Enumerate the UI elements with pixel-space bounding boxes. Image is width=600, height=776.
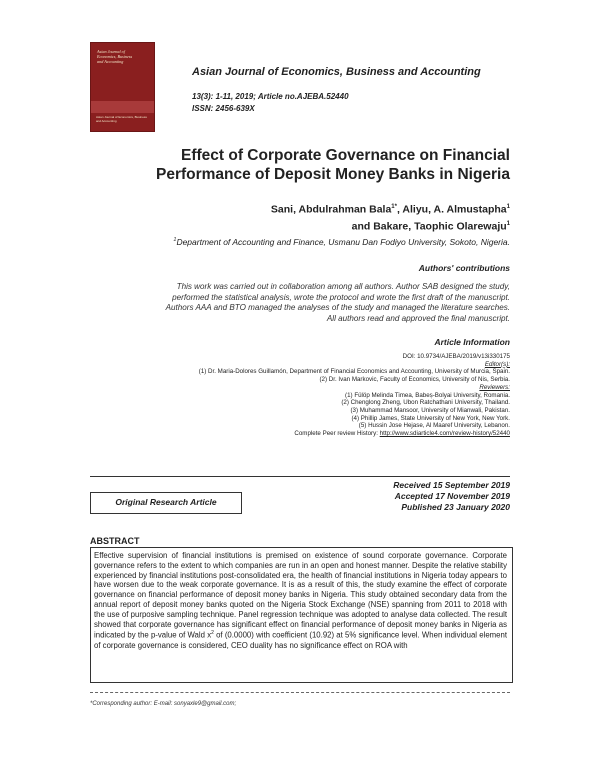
journal-cover: [91, 43, 154, 131]
corresponding-author-footnote: *Corresponding author: E-mail: sonyaxle9@gmail.com;: [90, 701, 237, 707]
journal-issn: ISSN: 2456-639X: [192, 104, 255, 113]
abstract-text: Effective supervision of financial institutions is premised on existence of sound corporate governance. Corporate governance refers to the extent to which companies are run in an open and honest manner. Despite the relative stability experienced by financial institutions post-consolidated era, the health of financial institutions in Nigeria today appears to have worsen due to the weak corporate governance. It is as a result of this, the study examine the effect of corporate governance on financial performance of deposit money banks in Nigeria. This study obtained secondary data from the annual report of deposit money banks quoted on the Nigeria Stock Exchange (NSE) spanning from 2011 to 2018 with the use of purposive sampling technique. Panel regression technique was adopted to analyse data collected. The result showed that corporate governance has significant effect on financial performance of deposit money banks in Nigeria as indicated by the p-value of Wald $x^2$ of (0.0000) with coefficient (10.92) at 5% significance level. When individual element of corporate governance is considered, CEO duality has no significance effect on ROA with: [94, 551, 507, 650]
review-history-link[interactable]: http://www.sdiarticle4.com/review-history/52440: [379, 430, 510, 438]
editor-item: (1) Dr. Maria-Dolores Guillamón, Department of Financial Economics and Accounting, University of Murcia, Spain.: [198, 368, 510, 376]
reviewer-item: (5) Hussin Jose Hejase, Al Maaref University, Lebanon.: [358, 422, 510, 430]
journal-issue: 13(3): 1-11, 2019; Article no.AJEBA.52440: [192, 92, 349, 101]
contributions-heading: Authors' contributions: [418, 263, 510, 273]
editors-label: Editor(s):: [484, 360, 510, 368]
article-info: [90, 353, 510, 438]
doi: DOI: 10.9734/AJEBA/2019/v13i330175: [402, 353, 510, 360]
journal-name: Asian Journal of Economics, Business and Accounting: [192, 66, 481, 78]
cover-title: Asian Journal of Economics, Business and Accounting: [97, 49, 133, 64]
reviewer-item: (2) Chenglong Zheng, Ubon Ratchathani University, Thailand.: [341, 399, 510, 407]
editor-item: (2) Dr. Ivan Markovic, Faculty of Economics, University of Nis, Serbia.: [319, 376, 510, 384]
cover-band: [91, 101, 154, 113]
affiliation: $^1$Department of Accounting and Finance, Usmanu Dan Fodiyo University, Sokoto, Nigeria.: [173, 237, 510, 247]
reviewer-item: (3) Muhammad Mansoor, University of Mianwali, Pakistan.: [350, 406, 510, 414]
cover-bottom-text: Asian Journal of Economics, Business and Accounting: [96, 115, 147, 123]
reviewers-label: Reviewers:: [479, 383, 510, 391]
article-info-heading: Article Information: [434, 337, 510, 347]
contributions-text: This work was carried out in collaboration among all authors. Author SAB designed the study, performed the statistical analysis, wrote the protocol and wrote the first draft of the manuscript. Authors AAA and BTO managed the analyses of the study and managed the literature searches. All authors read and approved the final manuscript.: [165, 282, 510, 323]
peer-review-history: Complete Peer review History: http://www.sdiarticle4.com/review-history/52440: [294, 430, 510, 438]
reviewer-item: (1) Fülöp Melinda Timea, Babeș-Bolyai University, Romania.: [345, 391, 510, 399]
publication-dates: Received 15 September 2019 Accepted 17 November 2019 Published 23 January 2020: [393, 480, 510, 512]
section-divider: [90, 476, 510, 477]
paper-title: Effect of Corporate Governance on Financial Performance of Deposit Money Banks in Nigeria: [155, 147, 510, 183]
reviewer-item: (4) Phillip James, State University of New York, New York.: [351, 414, 510, 422]
footnote-rule: [90, 692, 510, 693]
abstract-heading: ABSTRACT: [90, 536, 140, 546]
author-list: Sani, Abdulrahman Bala$^{1*}$, Aliyu, A. Almustapha$^1$ and Bakare, Taophic Olarewaju$^1$: [270, 203, 510, 232]
article-type-label: Original Research Article: [115, 497, 217, 507]
